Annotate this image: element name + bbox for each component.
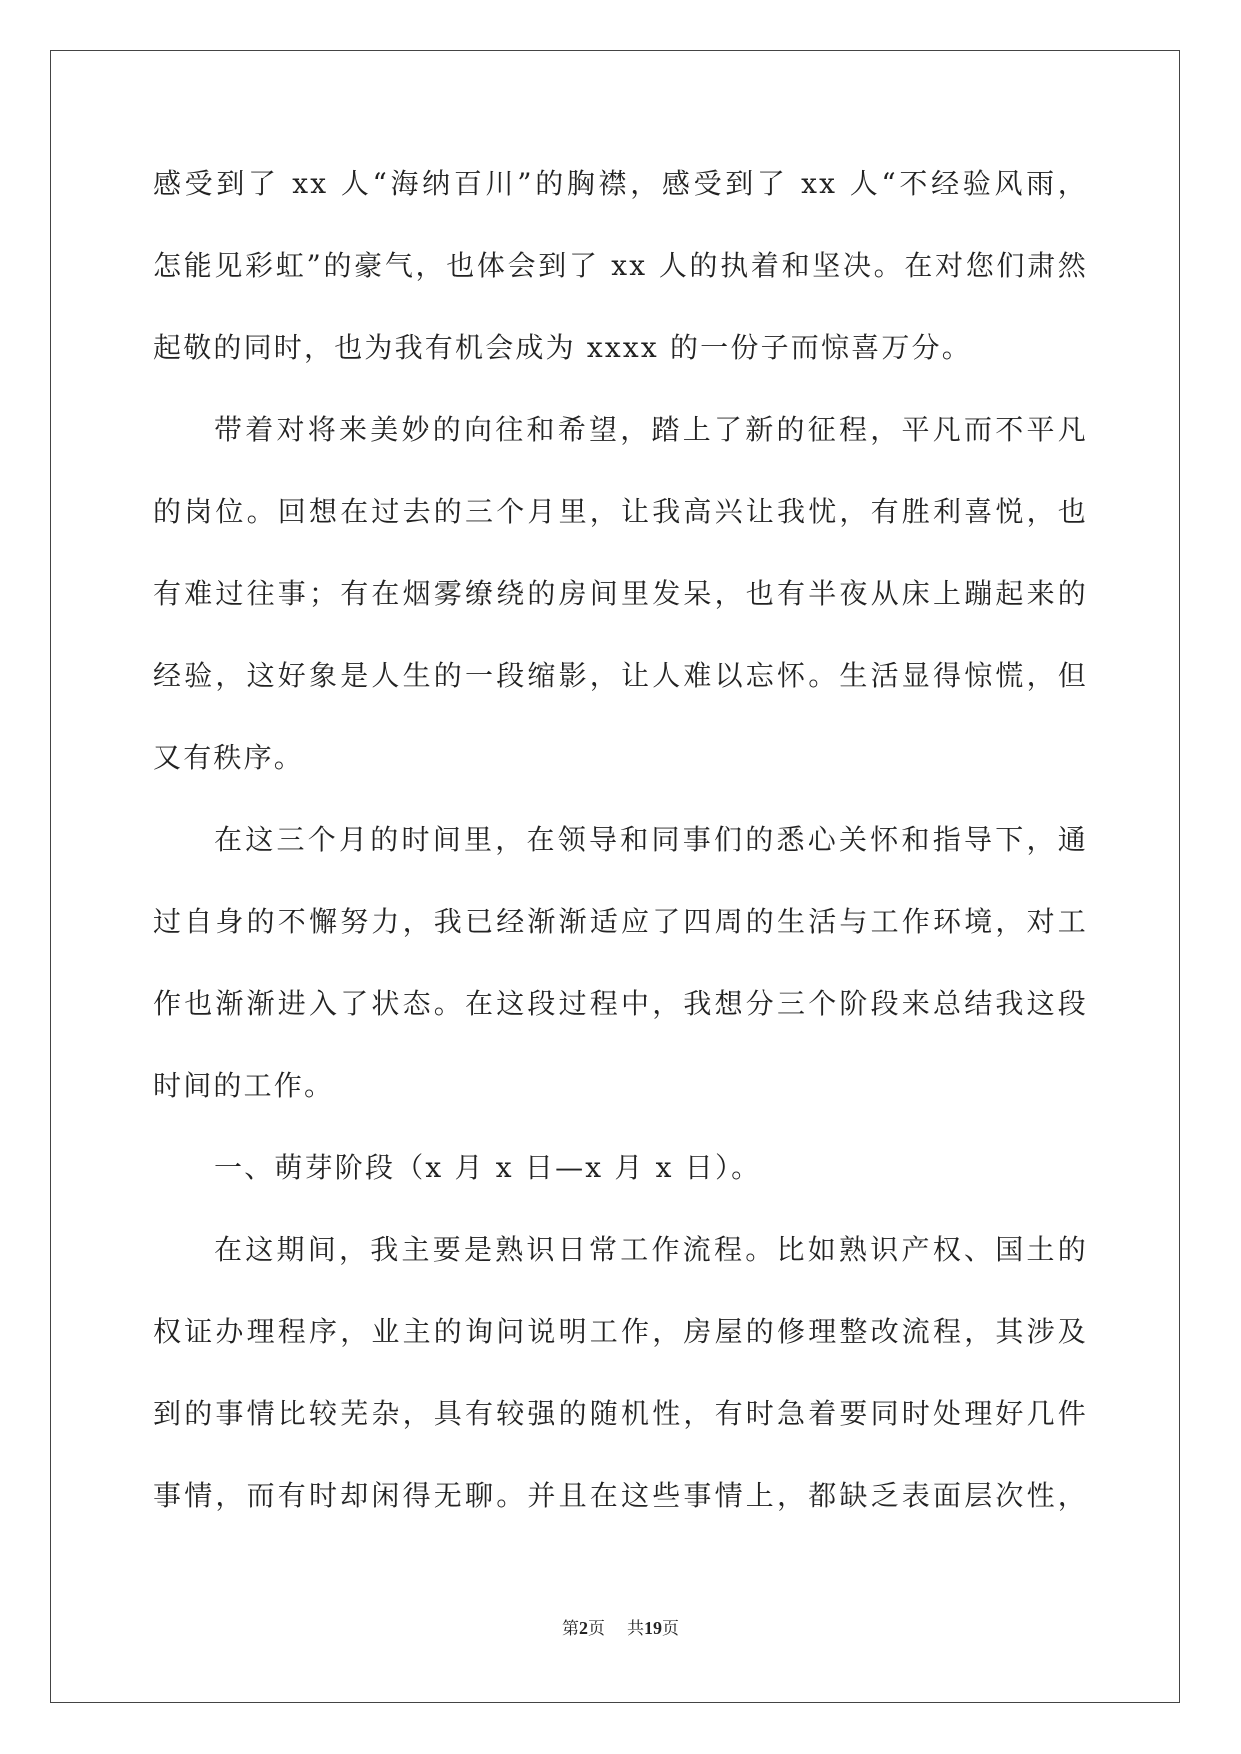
text-line: 权证办理程序，业主的询问说明工作，房屋的修理整改流程，其涉及 xyxy=(153,1315,1088,1348)
page-footer xyxy=(0,1614,1241,1639)
text-line: 的岗位。回想在过去的三个月里，让我高兴让我忧，有胜利喜悦，也 xyxy=(153,495,1088,528)
text-line: 作也渐渐进入了状态。在这段过程中，我想分三个阶段来总结我这段 xyxy=(153,987,1088,1020)
text-line: 感受到了 xx 人“海纳百川”的胸襟，感受到了 xx 人“不经验风雨， xyxy=(153,167,1088,200)
page-prefix: 第 xyxy=(562,1619,579,1639)
text-line: 起敬的同时，也为我有机会成为 xxxx 的一份子而惊喜万分。 xyxy=(153,331,972,364)
text-line: 有难过往事；有在烟雾缭绕的房间里发呆，也有半夜从床上蹦起来的 xyxy=(153,577,1088,610)
total-suffix: 页 xyxy=(662,1619,679,1639)
page-suffix: 页 xyxy=(588,1619,605,1639)
section-heading: 一、萌芽阶段（x 月 x 日—x 月 x 日）。 xyxy=(214,1151,762,1184)
document-body xyxy=(153,160,1088,1554)
total-pages: 19 xyxy=(644,1618,662,1638)
paragraph-first-line: 带着对将来美妙的向往和希望，踏上了新的征程，平凡而不平凡 xyxy=(214,413,1088,446)
paragraph-first-line: 在这期间，我主要是熟识日常工作流程。比如熟识产权、国土的 xyxy=(214,1233,1088,1266)
text-line: 又有秩序。 xyxy=(153,741,305,774)
page-number: 2 xyxy=(579,1618,588,1638)
text-line: 到的事情比较芜杂，具有较强的随机性，有时急着要同时处理好几件 xyxy=(153,1397,1088,1430)
text-line: 时间的工作。 xyxy=(153,1069,335,1102)
text-line: 怎能见彩虹”的豪气，也体会到了 xx 人的执着和坚决。在对您们肃然 xyxy=(153,249,1088,282)
text-line: 过自身的不懈努力，我已经渐渐适应了四周的生活与工作环境，对工 xyxy=(153,905,1088,938)
total-prefix: 共 xyxy=(627,1619,644,1639)
paragraph-first-line: 在这三个月的时间里，在领导和同事们的悉心关怀和指导下，通 xyxy=(214,823,1088,856)
text-line: 经验，这好象是人生的一段缩影，让人难以忘怀。生活显得惊慌，但 xyxy=(153,659,1088,692)
text-line: 事情，而有时却闲得无聊。并且在这些事情上，都缺乏表面层次性， xyxy=(153,1479,1088,1512)
